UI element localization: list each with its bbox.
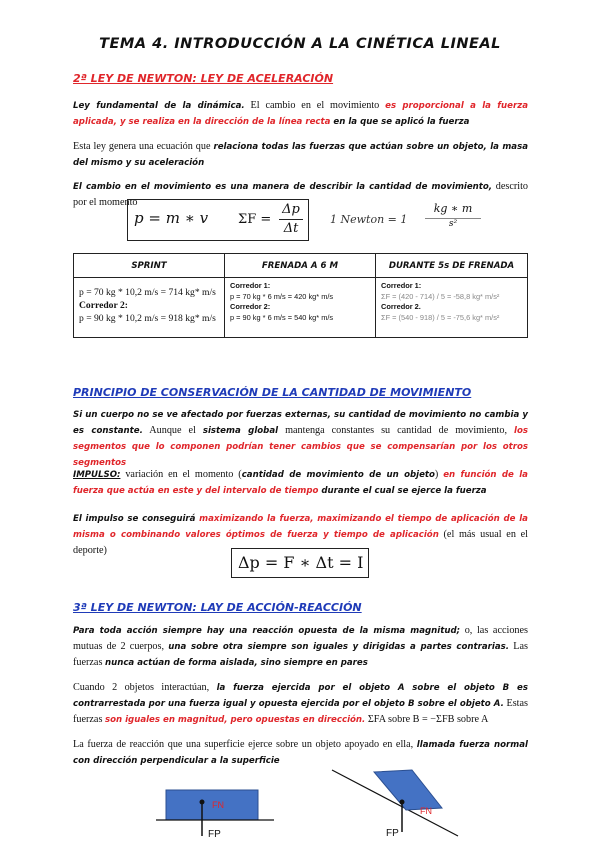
text-keyword-impulso: IMPULSO: (73, 470, 121, 480)
normal-force-label: FN (420, 806, 432, 816)
text-plain: ) (434, 469, 444, 480)
cell-line: Corredor 2: (230, 302, 271, 311)
fraction-bar (279, 219, 303, 220)
formula-newton-lhs: 1 Newton = 1 (330, 213, 408, 226)
cell-line: Corredor 1: (381, 281, 422, 290)
formula-force-lhs: ΣF = (238, 212, 272, 227)
text-emphasis: nunca actúan de forma aislada, sino siempre en pares (104, 658, 368, 668)
weight-force-label: FP (386, 828, 399, 839)
paragraph-impulso (73, 467, 528, 499)
diagram-inclined-surface (330, 762, 470, 848)
text-plain: Esta ley genera una ecuación que (73, 141, 214, 152)
normal-force-label: FN (212, 800, 224, 810)
diagram-flat-surface (150, 778, 280, 848)
text-emphasis: relaciona todas las fuerzas que actúan sobre un objeto, la masa del mismo y su aceleración (73, 142, 529, 168)
table-row (74, 278, 528, 338)
cell-line: Corredor 2: (79, 300, 128, 311)
formula-newton-numerator: kg ∗ m (433, 202, 473, 215)
cell-line: Corredor 2. (381, 302, 421, 311)
cell-line: p = 90 kg * 6 m/s = 540 kg* m/s (230, 312, 334, 322)
text-plain: La fuerza de reacción que una superficie ejerce sobre un objeto apoyado en ella, (73, 739, 417, 750)
table-cell-sprint (74, 278, 225, 338)
formula-box-impulse (231, 548, 369, 578)
table-cell-frenada (225, 278, 376, 338)
text-emphasis: Si un cuerpo no se ve afectado por fuerzas externas, su cantidad de movimiento no cambia y es constante. (73, 410, 528, 436)
cell-line: ΣF = (540 - 918) / 5 = -75,6 kg* m/s² (381, 312, 500, 322)
text-plain: Estas fuerzas (73, 698, 528, 725)
block-shape (374, 770, 442, 810)
text-plain: ΣFA sobre B = −ΣFB sobre A (365, 714, 489, 725)
paragraph-ecuacion (73, 139, 528, 171)
table-header-row (74, 254, 528, 278)
cell-line: p = 70 kg * 6 m/s = 420 kg* m/s (230, 291, 334, 301)
text-emphasis: El impulso se conseguirá (73, 514, 200, 524)
formula-newton-unit (330, 202, 490, 238)
text-emphasis: la fuerza ejercida por el objeto A sobre el objeto B es contrarrestada por una fuerza igual y opuesta ejercida por el objeto B sobre el objeto A. (73, 683, 529, 709)
text-emphasis: El cambio en el movimiento es una manera de describir la cantidad de movimiento, (73, 182, 493, 192)
text-highlight-red: es proporcional a la fuerza aplicada, y se realiza en la dirección de la línea recta (73, 101, 528, 127)
formula-newton-denominator: s² (448, 219, 458, 229)
paragraph-accion-reaccion (73, 623, 528, 671)
table-header: SPRINT (74, 254, 225, 278)
section-heading-newton-3: 3ª LEY DE NEWTON: LAY DE ACCIÓN-REACCIÓN (73, 601, 362, 614)
paragraph-interaccion (73, 680, 528, 728)
text-plain: Aunque el (142, 425, 203, 436)
text-plain: descrito por el momento (73, 181, 529, 208)
formula-impulse: Δp = F ∗ Δt = I (238, 553, 364, 572)
formula-force-denominator: Δt (283, 221, 299, 236)
text-highlight-red: maximizando la fuerza, maximizando el tiempo de aplicación de la misma o combinando valores óptimos de fuerza y tiempo de aplicación (73, 514, 528, 540)
text-emphasis: Ley fundamental de la dinámica. (73, 101, 245, 111)
text-highlight-red: los segmentos que lo componen podrían tener cambios que se compensarían por los otros segmentos (73, 426, 528, 468)
text-emphasis: cantidad de movimiento de un objeto (241, 470, 435, 480)
weight-force-label: FP (208, 829, 221, 840)
table-header: DURANTE 5s DE FRENADA (376, 254, 528, 278)
paragraph-ley-fundamental (73, 98, 528, 130)
text-plain: o, las acciones mutuas de 2 cuerpos, (73, 625, 528, 652)
section-heading-newton-2: 2ª LEY DE NEWTON: LEY DE ACELERACIÓN (73, 72, 334, 85)
text-plain: El cambio en el movimiento (244, 100, 386, 111)
page-title: TEMA 4. INTRODUCCIÓN A LA CINÉTICA LINEAL (99, 36, 501, 52)
cell-line: Corredor 1: (230, 281, 271, 290)
text-emphasis: una sobre otra siempre son iguales y dirigidas a partes contrarias. (168, 642, 510, 652)
text-plain: Las fuerzas (73, 641, 528, 668)
text-emphasis: en la que se aplicó la fuerza (330, 117, 470, 127)
contact-point (200, 800, 205, 805)
cell-line: ΣF = (420 - 714) / 5 = -58,8 kg* m/s² (381, 291, 500, 301)
text-plain: Cuando 2 objetos interactúan, (73, 682, 217, 693)
text-emphasis: durante el cual se ejerce la fuerza (318, 486, 487, 496)
formula-box-momentum (127, 199, 309, 241)
text-emphasis: Para toda acción siempre hay una reacción opuesta de la misma magnitud; (73, 626, 461, 636)
table-header: FRENADA A 6 M (225, 254, 376, 278)
text-plain: variación en el momento ( (120, 469, 242, 480)
text-emphasis: sistema global (202, 426, 279, 436)
contact-point (400, 800, 405, 805)
text-plain: (el más usual en el deporte) (73, 529, 528, 556)
cell-line: p = 90 kg * 10,2 m/s = 918 kg* m/s (79, 313, 216, 324)
formula-momentum: p = m ∗ v (134, 209, 209, 227)
text-highlight-red: son iguales en magnitud, pero opuestas en dirección. (104, 715, 366, 725)
text-highlight-red: en función de la fuerza que actúa en este y del intervalo de tiempo (73, 470, 528, 496)
section-heading-conservacion: PRINCIPIO DE CONSERVACIÓN DE LA CANTIDAD DE MOVIMIENTO (73, 386, 472, 399)
paragraph-conservacion (73, 407, 528, 471)
formula-force-numerator: Δp (282, 202, 300, 217)
table-cell-durante (376, 278, 528, 338)
text-plain: mantenga constantes su cantidad de movimiento, (278, 425, 515, 436)
text-emphasis: llamada fuerza normal con dirección perpendicular a la superficie (73, 740, 528, 766)
momentum-table (73, 253, 528, 338)
cell-line: p = 70 kg * 10,2 m/s = 714 kg* m/s (79, 287, 216, 298)
